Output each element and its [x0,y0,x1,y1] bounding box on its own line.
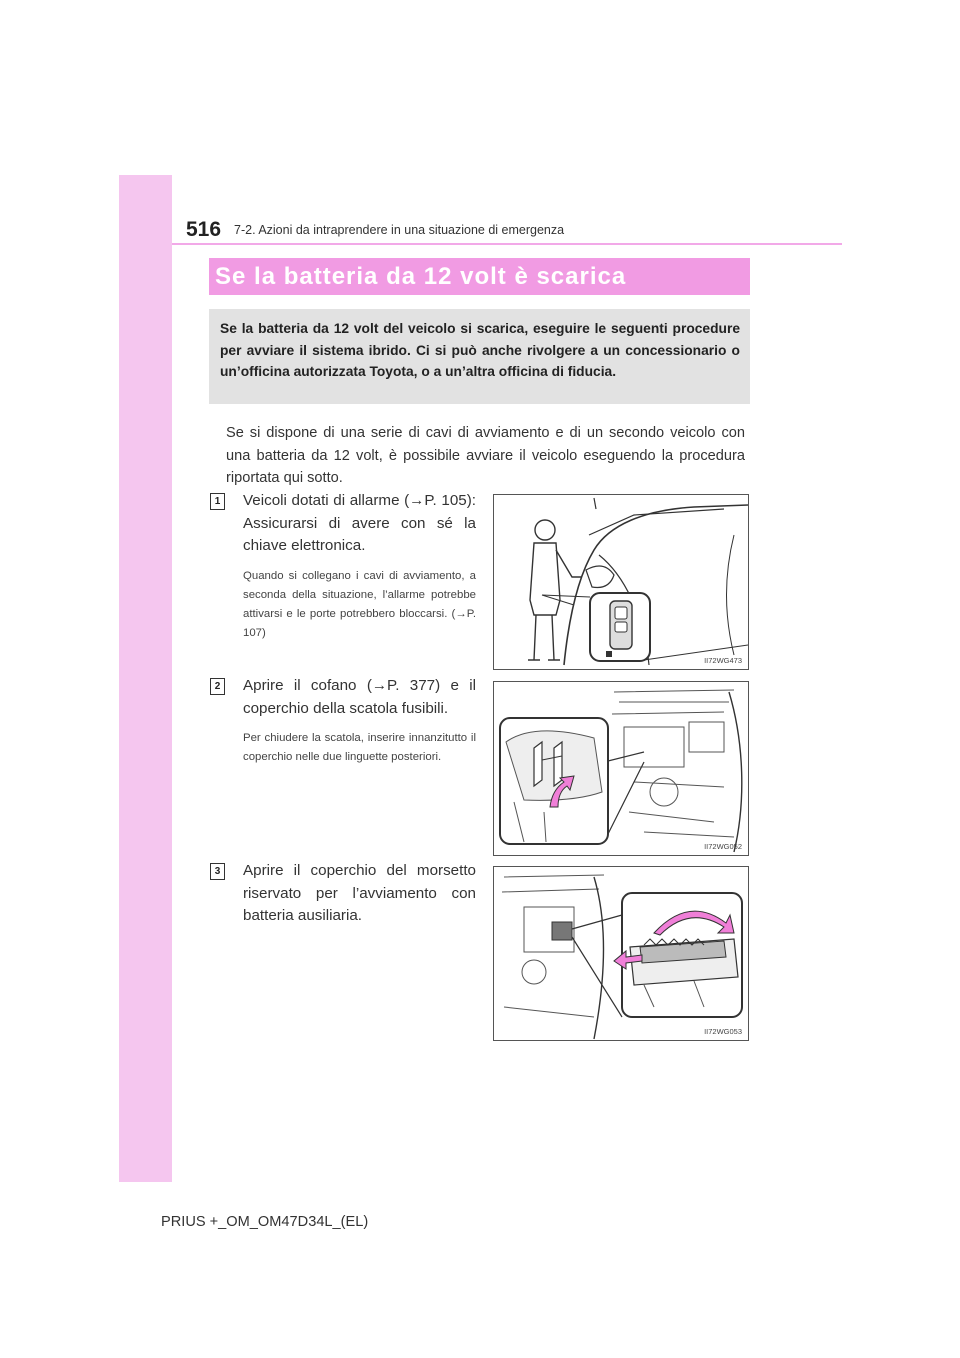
person-with-key-icon [494,495,748,669]
step-number: 3 [210,863,225,880]
step-instruction: Veicoli dotati di allarme (→P. 105): Assicurarsi di avere con sé la chiave elettronica. [243,492,476,554]
figure-key-alarm [493,494,749,670]
header-divider [172,243,842,245]
body-paragraph: Se si dispone di una serie di cavi di avviamento e di un secondo veicolo con una batteria da 12 volt, è possibile avviare il veicolo eseguendo la procedura riportata qui sotto. [226,425,745,486]
chapter-title: 7-2. Azioni da intraprendere in una situazione di emergenza [234,223,565,237]
engine-bay-icon [494,682,748,855]
page-number: 516 [186,218,222,241]
step-number: 2 [210,678,225,695]
figure-fuse-box [493,681,749,856]
figure-code: II72WG053 [704,1027,742,1036]
figure-terminal-cover [493,866,749,1041]
sidebar-tab [119,175,172,1182]
terminal-cover-icon [494,867,748,1040]
step-instruction: Aprire il cofano (→P. 377) e il coperchio della scatola fusibili. [243,677,476,717]
step-note: Per chiudere la scatola, inserire innanzitutto il coperchio nelle due linguette posteriori. [243,732,476,763]
intro-text: Se la batteria da 12 volt del veicolo si scarica, eseguire le seguenti procedure per avviare il sistema ibrido. Ci si può anche rivolgere a un concessionario o un’officina autorizzata Toyota, o a un’altra officina di fiducia. [220,321,740,379]
step-3 [243,860,476,928]
step-instruction: Aprire il coperchio del morsetto riservato per l’avviamento con batteria ausiliaria. [243,862,476,924]
step-2 [243,675,476,767]
step-number: 1 [210,493,225,510]
figure-code: II72WG052 [704,842,742,851]
section-title: Se la batteria da 12 volt è scarica [209,258,750,295]
figure-code: II72WG473 [704,656,742,665]
document-code: PRIUS +_OM_OM47D34L_(EL) [161,1214,369,1230]
intro-box [209,309,750,404]
step-note: Quando si collegano i cavi di avviamento, a seconda della situazione, l’allarme potrebbe attivarsi e le porte potrebbero bloccarsi. (→P. 107) [243,569,476,639]
step-1 [243,490,476,643]
